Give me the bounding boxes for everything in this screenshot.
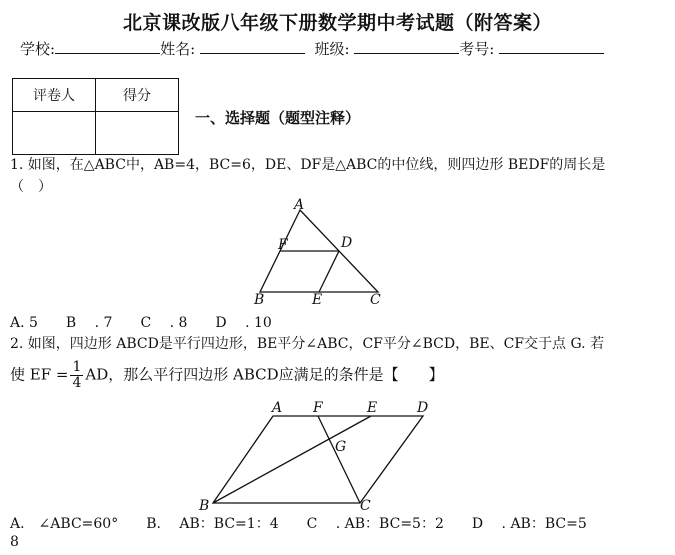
q2-line2-pre: 使 EF = [10, 365, 69, 384]
q1-bracket: （ ） [10, 179, 52, 195]
school-label: 学校: [20, 40, 56, 58]
school-blank[interactable] [55, 39, 160, 54]
q2-label-g: G [335, 439, 347, 455]
q2-line2 [10, 360, 444, 391]
q2-options-wrap: 8 [10, 534, 19, 550]
q1-label-c: C [370, 292, 381, 306]
q2-label-b: B [199, 498, 210, 513]
q2-parallelogram-figure [195, 398, 440, 513]
q2-frac-numerator: 1 [72, 359, 82, 375]
q1-triangle-figure [250, 196, 390, 306]
q2-label-e: E [367, 400, 378, 416]
q2-line2-post: AD，那么平行四边形 ABCD应满足的条件是【 】 [85, 365, 444, 384]
grader-header: 评卷人 [13, 79, 96, 112]
class-label: 班级: [314, 40, 350, 58]
q2-label-d: D [417, 400, 429, 416]
q2-label-a: A [272, 400, 283, 416]
grader-cell[interactable] [13, 112, 96, 155]
q1-label-b: B [254, 292, 265, 306]
q1-label-a: A [294, 197, 305, 213]
q2-label-c: C [360, 498, 371, 513]
exam-no-label: 考号: [459, 40, 495, 58]
q1-options: A. 5 B . 7 C . 8 D . 10 [10, 315, 272, 331]
name-blank[interactable] [200, 39, 305, 54]
q1-label-d: D [341, 235, 353, 251]
exam-no-blank[interactable] [499, 39, 604, 54]
q2-frac-denominator: 4 [72, 375, 82, 391]
class-blank[interactable] [354, 39, 459, 54]
q1-label-e: E [312, 292, 323, 306]
q1-label-f: F [278, 237, 288, 253]
q2-text: 2. 如图，四边形 ABCD是平行四边形，BE平分∠ABC，CF平分∠BCD，BE、CF交于点 G. 若 [10, 336, 605, 352]
score-cell[interactable] [96, 112, 179, 155]
score-header: 得分 [96, 79, 179, 112]
q2-options: A. ∠ABC=60° B. AB：BC=1：4 C . AB：BC=5：2 D . AB：BC=5 [10, 516, 587, 532]
student-info-line [20, 38, 604, 59]
section-heading: 一、选择题（题型注释） [195, 109, 361, 127]
page-title: 北京课改版八年级下册数学期中考试题（附答案） [122, 12, 552, 34]
q1-text: 1. 如图，在△ABC中，AB=4，BC=6，DE、DF是△ABC的中位线，则四边形 BEDF的周长是 [10, 157, 606, 173]
name-label: 姓名: [160, 40, 196, 58]
q2-fraction [70, 360, 83, 391]
q2-label-f: F [313, 400, 323, 416]
score-table [12, 78, 179, 155]
